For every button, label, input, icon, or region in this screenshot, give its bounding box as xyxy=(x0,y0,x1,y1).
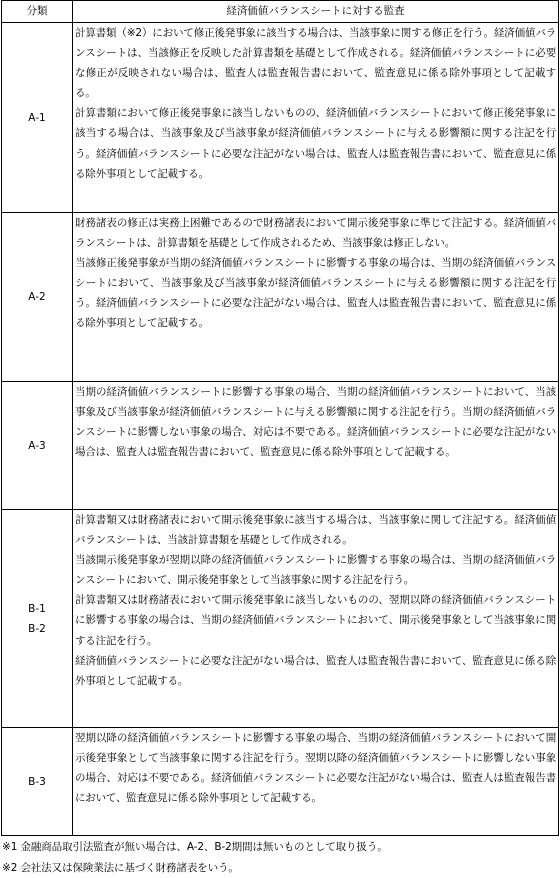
audit-text-cell xyxy=(73,728,559,836)
audit-paragraph: 計算書類において修正後発事象に該当しないものの、経済価値バランスシートにおいて修正後発事象に該当する場合は、当該事象及び当該事象が経済価値バランスシートに与える影響額に関する注記を行う。経済価値バランスシートに必要な注記がない場合は、監査人は監査報告書において、監査意見に係る除外事項として記載する。 xyxy=(75,103,556,183)
audit-table xyxy=(1,0,559,836)
table-header-row xyxy=(2,1,559,23)
audit-text-cell xyxy=(73,382,559,510)
header-audit: 経済価値バランスシートに対する監査 xyxy=(73,1,559,23)
footnote-2: ※2 会社法又は保険業法に基づく財務諸表をいう。 xyxy=(2,858,560,878)
category-label: B-3 xyxy=(4,772,70,792)
table-row-b1-b2 xyxy=(2,510,559,728)
audit-text-cell xyxy=(73,510,559,728)
audit-text-cell xyxy=(73,213,559,382)
category-label: B-2 xyxy=(4,619,70,639)
audit-text-cell xyxy=(73,23,559,213)
audit-paragraph: 計算書類（※2）において修正後発事象に該当する場合は、当該事象に関する修正を行う。経済価値バランスシートは、当該修正を反映した計算書類を基礎として作成される。経済価値バランスシートに必要な修正が反映されない場合は、監査人は監査報告書において、監査意見に係る除外事項として記載する。 xyxy=(75,23,556,103)
table-row-a3 xyxy=(2,382,559,510)
category-cell xyxy=(2,23,73,213)
category-cell xyxy=(2,728,73,836)
table-row-a2 xyxy=(2,213,559,382)
category-label: A-1 xyxy=(4,108,70,128)
table-row-a1 xyxy=(2,23,559,213)
audit-paragraph: 計算書類又は財務諸表において開示後発事象に該当しないものの、翌期以降の経済価値バランスシートに影響する事象の場合は、当期の経済価値バランスシートにおいて、開示後発事象として当該事象に関する注記を行う。 xyxy=(75,590,556,650)
audit-paragraph: 翌期以降の経済価値バランスシートに影響する事象の場合、当期の経済価値バランスシートにおいて開示後発事象として当該事象に関する注記を行う。翌期以降の経済価値バランスシートに影響しない事象の場合、対応は不要である。経済価値バランスシートに必要な注記がない場合は、監査人は監査報告書において、監査意見に係る除外事項として記載する。 xyxy=(75,728,556,808)
footnotes xyxy=(0,837,560,878)
category-cell xyxy=(2,382,73,510)
category-cell xyxy=(2,510,73,728)
table-row-b3 xyxy=(2,728,559,836)
audit-paragraph: 当該修正後発事象が当期の経済価値バランスシートに影響する事象の場合は、当期の経済価値バランスシートにおいて、当該事象及び当該事象が経済価値バランスシートに与える影響額に関する注記を行う。経済価値バランスシートに必要な注記がない場合は、監査人は監査報告書において、監査意見に係る除外事項として記載する。 xyxy=(75,253,556,333)
category-label: A-3 xyxy=(4,436,70,456)
audit-paragraph: 経済価値バランスシートに必要な注記がない場合は、監査人は監査報告書において、監査意見に係る除外事項として記載する。 xyxy=(75,651,556,691)
audit-paragraph: 計算書類又は財務諸表において開示後発事象に該当する場合は、当該事象に関して注記する。経済価値バランスシートは、当該計算書類を基礎として作成される。 xyxy=(75,510,556,550)
audit-paragraph: 当該開示後発事象が翌期以降の経済価値バランスシートに影響する事象の場合は、当期の経済価値バランスシートにおいて、開示後発事象として当該事象に関する注記を行う。 xyxy=(75,550,556,590)
category-label: B-1 xyxy=(4,599,70,619)
footnote-1: ※1 金融商品取引法監査が無い場合は、A-2、B-2期間は無いものとして取り扱う。 xyxy=(2,837,560,858)
audit-paragraph: 当期の経済価値バランスシートに影響する事象の場合、当期の経済価値バランスシートにおいて、当該事象及び当該事象が経済価値バランスシートに与える影響額に関する注記を行う。当期の経済価値バランスシートに影響しない事象の場合、対応は不要である。経済価値バランスシートに必要な注記がない場合は、監査人は監査報告書において、監査意見に係る除外事項として記載する。 xyxy=(75,382,556,462)
category-label: A-2 xyxy=(4,287,70,307)
category-cell xyxy=(2,213,73,382)
audit-paragraph: 財務諸表の修正は実務上困難であるので財務諸表において開示後発事象に準じて注記する。経済価値バランスシートは、計算書類を基礎として作成されるため、当該事象は修正しない。 xyxy=(75,213,556,253)
header-category: 分類 xyxy=(2,1,73,23)
